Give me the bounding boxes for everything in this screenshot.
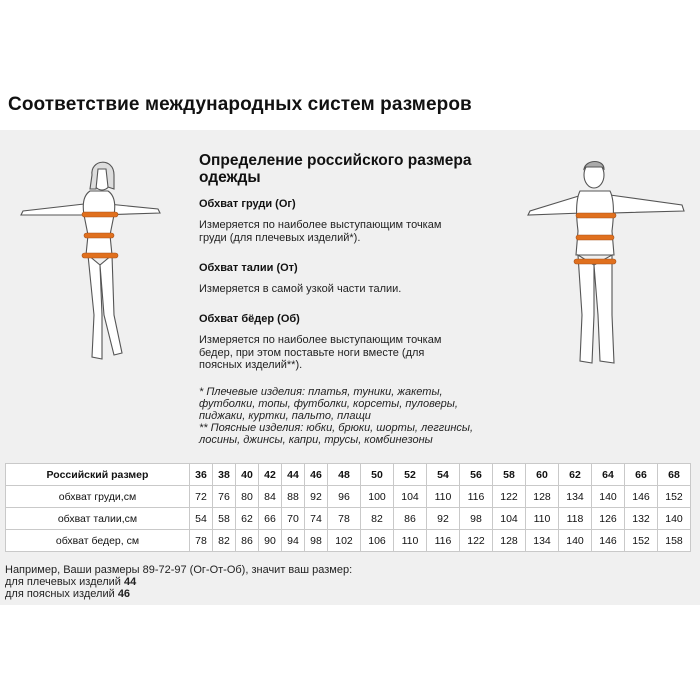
- chest-text: Измеряется по наиболее выступающим точкам груди (для плечевых изделий*).: [199, 219, 442, 244]
- table-cell: 88: [282, 486, 305, 508]
- table-cell: 110: [526, 508, 559, 530]
- example-line1: Например, Ваши размеры 89-72-97 (Ог-От-Об), значит ваш размер:: [5, 564, 353, 576]
- table-cell: 38: [213, 464, 236, 486]
- table-cell: 80: [236, 486, 259, 508]
- table-cell: 70: [282, 508, 305, 530]
- table-cell: 92: [305, 486, 328, 508]
- table-cell: 62: [559, 464, 592, 486]
- row-label: обхват бедер, см: [6, 530, 190, 552]
- table-cell: 158: [658, 530, 691, 552]
- table-cell: 48: [328, 464, 361, 486]
- table-cell: 82: [361, 508, 394, 530]
- waist-text: Измеряется в самой узкой части талии.: [199, 283, 402, 295]
- table-cell: 64: [592, 464, 625, 486]
- table-cell: 128: [526, 486, 559, 508]
- note-shoulder: * Плечевые изделия: платья, туники, жакеты, футболки, топы, футболки, корсеты, пуловеры, пиджаки, куртки, пальто, плащи: [199, 386, 458, 422]
- example-text: [5, 564, 352, 600]
- table-cell: 146: [625, 486, 658, 508]
- table-cell: 36: [190, 464, 213, 486]
- hips-text: Измеряется по наиболее выступающим точкам бедер, при этом поставьте ноги вместе (для поясных изделий**).: [199, 334, 442, 371]
- table-cell: 84: [259, 486, 282, 508]
- table-cell: 118: [559, 508, 592, 530]
- table-cell: 66: [625, 464, 658, 486]
- table-cell: 66: [259, 508, 282, 530]
- size-table-row: [6, 486, 691, 508]
- waist-title: Обхват талии (От): [199, 262, 298, 274]
- table-cell: 152: [658, 486, 691, 508]
- table-cell: 96: [328, 486, 361, 508]
- table-cell: 78: [328, 508, 361, 530]
- table-cell: 94: [282, 530, 305, 552]
- table-cell: 104: [394, 486, 427, 508]
- table-cell: 126: [592, 508, 625, 530]
- row-label: обхват груди,см: [6, 486, 190, 508]
- table-cell: 62: [236, 508, 259, 530]
- table-cell: 86: [394, 508, 427, 530]
- table-cell: 122: [493, 486, 526, 508]
- table-cell: 40: [236, 464, 259, 486]
- size-table: [5, 463, 691, 552]
- size-table-row: [6, 508, 691, 530]
- table-cell: 52: [394, 464, 427, 486]
- example-shoulder-size: 44: [124, 576, 137, 588]
- example-line3: для поясных изделий 46: [5, 588, 131, 600]
- male-figure: [522, 155, 697, 375]
- table-cell: 44: [282, 464, 305, 486]
- table-cell: 78: [190, 530, 213, 552]
- table-cell: 134: [526, 530, 559, 552]
- table-cell: 54: [427, 464, 460, 486]
- size-table-header: [6, 464, 691, 486]
- row-label: Российский размер: [6, 464, 190, 486]
- page-title: Соответствие международных систем размеров: [8, 94, 472, 115]
- table-cell: 54: [190, 508, 213, 530]
- table-cell: 42: [259, 464, 282, 486]
- table-cell: 140: [559, 530, 592, 552]
- table-cell: 146: [592, 530, 625, 552]
- product-notes: [199, 386, 489, 446]
- table-cell: 140: [658, 508, 691, 530]
- table-cell: 122: [460, 530, 493, 552]
- table-cell: 72: [190, 486, 213, 508]
- table-cell: 134: [559, 486, 592, 508]
- table-cell: 116: [427, 530, 460, 552]
- table-cell: 58: [493, 464, 526, 486]
- table-cell: 98: [460, 508, 493, 530]
- table-cell: 46: [305, 464, 328, 486]
- table-cell: 100: [361, 486, 394, 508]
- table-cell: 116: [460, 486, 493, 508]
- table-cell: 106: [361, 530, 394, 552]
- table-cell: 74: [305, 508, 328, 530]
- table-cell: 110: [394, 530, 427, 552]
- example-line2: для плечевых изделий 44: [5, 576, 137, 588]
- row-label: обхват талии,см: [6, 508, 190, 530]
- table-cell: 86: [236, 530, 259, 552]
- table-cell: 140: [592, 486, 625, 508]
- chest-title: Обхват груди (Ог): [199, 198, 296, 210]
- table-cell: 60: [526, 464, 559, 486]
- female-figure: [18, 155, 168, 375]
- table-cell: 92: [427, 508, 460, 530]
- table-cell: 58: [213, 508, 236, 530]
- note-waist: ** Поясные изделия: юбки, брюки, шорты, леггинсы, лосины, джинсы, капри, трусы, комбинезоны: [199, 422, 474, 446]
- table-cell: 152: [625, 530, 658, 552]
- table-cell: 56: [460, 464, 493, 486]
- table-cell: 50: [361, 464, 394, 486]
- size-table-row: [6, 530, 691, 552]
- table-cell: 68: [658, 464, 691, 486]
- table-cell: 110: [427, 486, 460, 508]
- table-cell: 104: [493, 508, 526, 530]
- table-cell: 76: [213, 486, 236, 508]
- table-cell: 98: [305, 530, 328, 552]
- table-cell: 90: [259, 530, 282, 552]
- table-cell: 82: [213, 530, 236, 552]
- hips-title: Обхват бёдер (Об): [199, 313, 300, 325]
- table-cell: 132: [625, 508, 658, 530]
- table-cell: 128: [493, 530, 526, 552]
- table-cell: 102: [328, 530, 361, 552]
- example-waist-size: 46: [117, 588, 131, 600]
- section-heading: Определение российского размера одежды: [199, 152, 472, 186]
